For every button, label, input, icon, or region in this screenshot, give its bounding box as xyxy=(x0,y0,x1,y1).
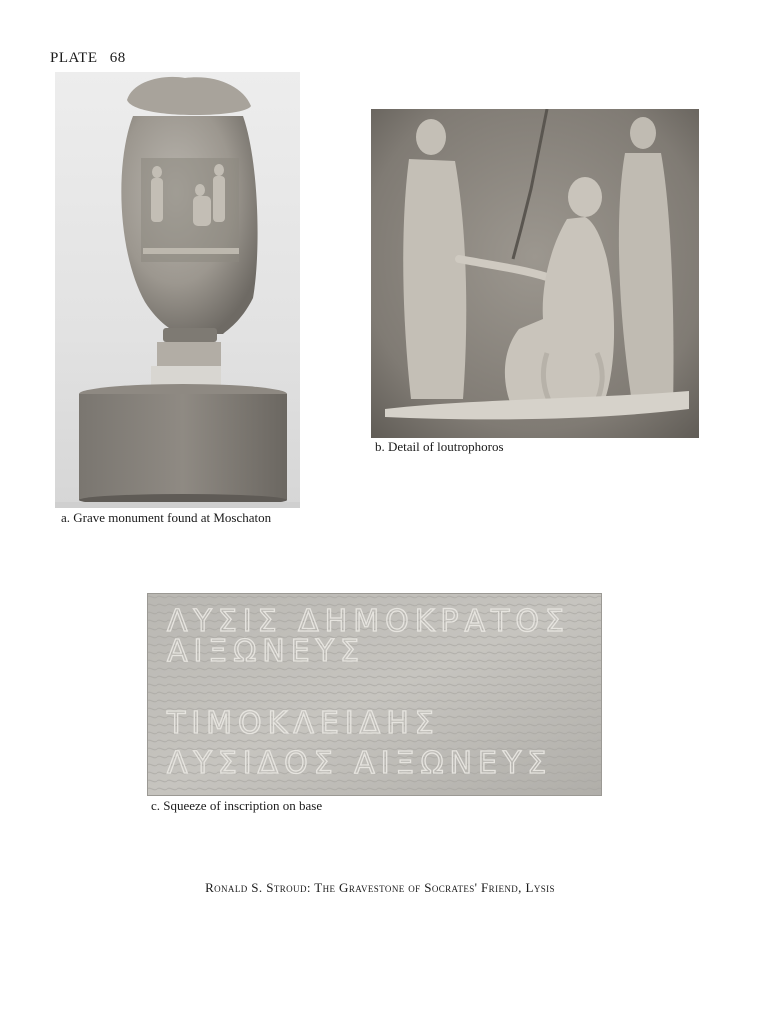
caption-figure-b: b. Detail of loutrophoros xyxy=(375,439,504,454)
caption-figure-c: c. Squeeze of inscription on base xyxy=(151,798,323,813)
plate-label: PLATE xyxy=(50,50,98,66)
photo-grave-monument xyxy=(55,72,300,508)
loutrophoros-detail-image xyxy=(371,109,699,438)
plate-number: 68 xyxy=(109,50,126,66)
plate-header xyxy=(50,50,126,67)
inscription-squeeze-image xyxy=(147,593,602,796)
photo-inscription-squeeze xyxy=(147,593,602,796)
caption-figure-a: a. Grave monument found at Moschaton xyxy=(61,510,272,525)
inscription-line-1: ΛΥΣΙΣ ΔΗΜΟΚΡΑΤΟΣ xyxy=(167,604,570,639)
inscription-line-3: ΤΙΜΟΚΛΕΙΔΗΣ xyxy=(167,706,440,741)
grave-monument-image xyxy=(55,72,300,508)
inscription-line-4: ΛΥΣΙΔΟΣ ΑΙΞΩΝΕΥΣ xyxy=(167,746,553,781)
plate-footer-credit: Ronald S. Stroud: The Gravestone of Socrates' Friend, Lysis xyxy=(205,880,555,895)
photo-loutrophoros-detail xyxy=(371,109,699,438)
inscription-line-2: ΑΙΞΩΝΕΥΣ xyxy=(167,634,365,669)
